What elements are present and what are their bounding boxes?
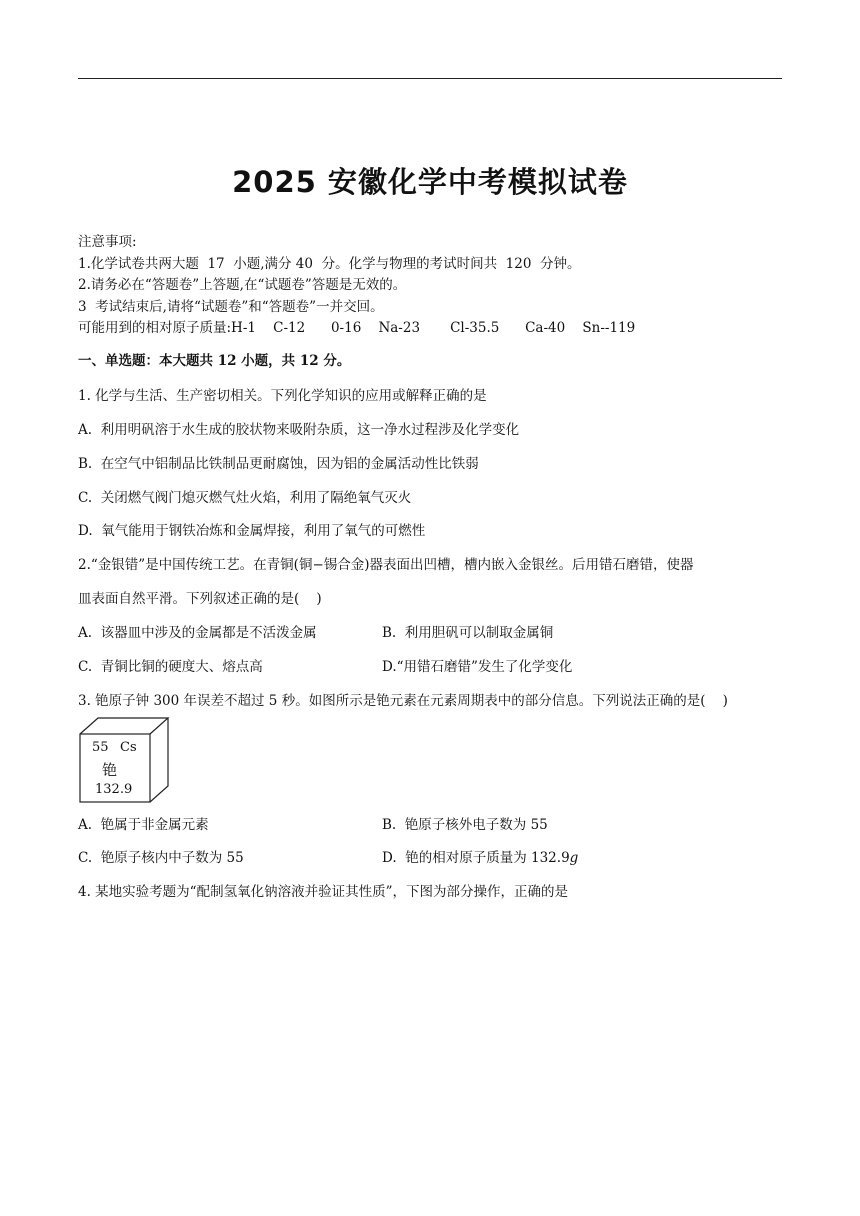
note-item: 2.请务必在“答题卷”上答题,在“试题卷”答题是无效的。 [78, 277, 407, 293]
atomic-mass-note: 可能用到的相对原子质量:H-1 C-12 0-16 Na-23 Cl-35.5 Ca-40 Sn--119 [78, 320, 636, 336]
question-3-option-a: A. 铯属于非金属元素 [78, 817, 209, 833]
exam-notes [78, 232, 635, 340]
notes-heading: 注意事项: [78, 234, 137, 250]
section-heading: 一、单选题：本大题共 12 小题，共 12 分。 [78, 353, 351, 369]
question-2-option-c: C. 青铜比铜的硬度大、熔点高 [78, 659, 263, 675]
element-name: 铯 [102, 761, 118, 779]
question-2-option-d: D.“用错石磨错”发生了化学变化 [382, 659, 573, 675]
question-1-option-b: B. 在空气中铝制品比铁制品更耐腐蚀，因为铝的金属活动性比铁弱 [78, 456, 479, 472]
question-2-stem-line2: 皿表面自然平滑。下列叙述正确的是( ) [78, 591, 322, 607]
cesium-element-card [78, 716, 170, 804]
question-3-option-d-row [382, 846, 578, 866]
question-3-option-d: D. 铯的相对原子质量为 132.9 [382, 850, 570, 866]
note-item: 1.化学试卷共两大题 17 小题,满分 40 分。化学与物理的考试时间共 120 分钟。 [78, 255, 581, 272]
question-2-option-a: A. 该器皿中涉及的金属都是不活泼金属 [78, 625, 317, 641]
header-rule [78, 78, 782, 79]
question-2-stem-line1: 2.“金银错”是中国传统工艺。在青铜(铜−锡合金)器表面出凹槽，槽内嵌入金银丝。后用错石磨错，使器 [78, 557, 694, 573]
question-3-stem: 3. 铯原子钟 300 年误差不超过 5 秒。如图所示是铯元素在元素周期表中的部分信息。下列说法正确的是( ) [78, 693, 728, 709]
atomic-number: 55 [92, 740, 109, 755]
question-4-stem: 4. 某地实验考题为“配制氢氧化钠溶液并验证其性质”，下图为部分操作，正确的是 [78, 884, 568, 900]
question-1-option-d: D. 氧气能用于钢铁冶炼和金属焊接，利用了氧气的可燃性 [78, 523, 426, 539]
exam-title: 2025 安徽化学中考模拟试卷 [232, 165, 628, 199]
question-3-option-c: C. 铯原子核内中子数为 55 [78, 850, 244, 866]
relative-atomic-mass: 132.9 [95, 782, 133, 797]
mass-unit: g [569, 850, 579, 866]
question-2-option-b: B. 利用胆矾可以制取金属铜 [382, 625, 554, 641]
element-symbol: Cs [120, 740, 137, 755]
question-3-option-b: B. 铯原子核外电子数为 55 [382, 817, 548, 833]
question-1-option-a: A. 利用明矾溶于水生成的胶状物来吸附杂质，这一净水过程涉及化学变化 [78, 422, 520, 438]
question-1-stem: 1. 化学与生活、生产密切相关。下列化学知识的应用或解释正确的是 [78, 388, 487, 404]
question-1-option-c: C. 关闭燃气阀门熄灭燃气灶火焰，利用了隔绝氧气灭火 [78, 490, 412, 506]
note-item: 3 考试结束后,请将“试题卷”和“答题卷”一并交回。 [78, 298, 384, 315]
